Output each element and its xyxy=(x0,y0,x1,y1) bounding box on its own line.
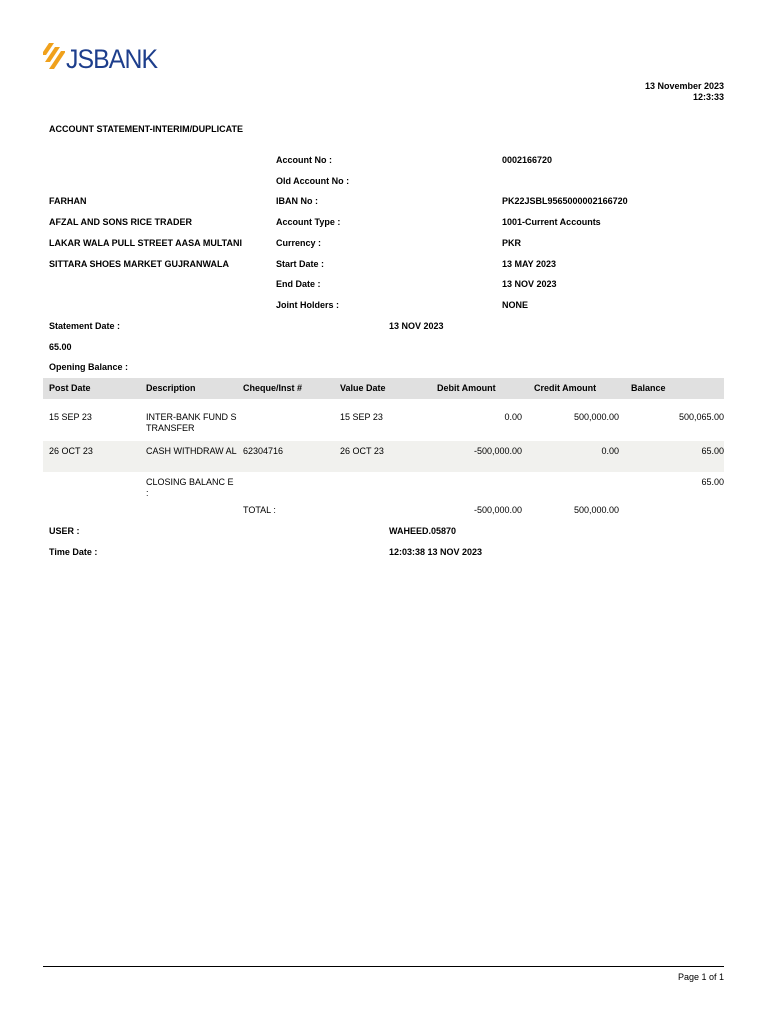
customer-business: AFZAL AND SONS RICE TRADER xyxy=(49,217,193,227)
table-row xyxy=(43,441,724,472)
user-value: WAHEED.05870 xyxy=(389,526,457,536)
statement-date-label: Statement Date : xyxy=(49,321,121,331)
cell-credit xyxy=(528,477,625,503)
cell-post-date: 15 SEP 23 xyxy=(49,412,92,422)
cell-cheque xyxy=(237,477,334,503)
col-header-post-date: Post Date xyxy=(49,383,91,393)
transactions-table xyxy=(43,378,724,523)
opening-balance-label: Opening Balance : xyxy=(49,362,129,372)
cell-balance: 65.00 xyxy=(701,446,724,456)
col-header-description: Description xyxy=(146,383,196,393)
col-header-balance: Balance xyxy=(631,383,666,393)
bank-name: JSBANK xyxy=(66,43,158,74)
table-row xyxy=(43,472,724,503)
cell-balance: 500,065.00 xyxy=(678,412,724,422)
cell-description: INTER-BANK FUND S TRANSFER xyxy=(146,412,237,433)
end-date-value: 13 NOV 2023 xyxy=(502,279,557,289)
cell-balance: 65.00 xyxy=(701,477,724,487)
footer-divider xyxy=(43,966,724,967)
user-label: USER : xyxy=(49,526,80,536)
joint-holders-value: NONE xyxy=(502,300,529,310)
table-row xyxy=(43,412,724,441)
currency-value: PKR xyxy=(502,238,522,248)
time-date-value: 12:03:38 13 NOV 2023 xyxy=(389,547,483,557)
cell-value-date: 15 SEP 23 xyxy=(340,412,383,422)
total-credit: 500,000.00 xyxy=(573,505,619,515)
cell-description: CASH WITHDRAW AL xyxy=(146,446,237,456)
totals-row xyxy=(43,503,724,523)
customer-address-1: LAKAR WALA PULL STREET AASA MULTANI xyxy=(49,238,242,248)
table-header xyxy=(43,378,724,399)
customer-address-2: SITTARA SHOES MARKET GUJRANWALA xyxy=(49,259,229,269)
page-number: Page 1 of 1 xyxy=(677,972,724,982)
statement-title: ACCOUNT STATEMENT-INTERIM/DUPLICATE xyxy=(49,124,243,134)
joint-holders-label: Joint Holders : xyxy=(276,300,340,310)
cell-value-date xyxy=(334,477,431,503)
bank-logo xyxy=(43,42,165,76)
iban-value: PK22JSBL9565000002166720 xyxy=(502,196,628,206)
account-no-value: 0002166720 xyxy=(502,155,553,165)
print-date: 13 November 2023 xyxy=(644,81,724,91)
total-debit: -500,000.00 xyxy=(473,505,522,515)
account-type-label: Account Type : xyxy=(276,217,341,227)
account-no-label: Account No : xyxy=(276,155,332,165)
total-label: TOTAL : xyxy=(243,505,276,515)
cell-debit xyxy=(431,477,528,503)
cell-description: CLOSING BALANC E : xyxy=(146,477,234,498)
start-date-value: 13 MAY 2023 xyxy=(502,259,557,269)
col-header-value-date: Value Date xyxy=(340,383,386,393)
cell-post-date xyxy=(43,477,140,503)
customer-name: FARHAN xyxy=(49,196,87,206)
col-header-credit: Credit Amount xyxy=(534,383,597,393)
cell-cheque: 62304716 xyxy=(243,446,284,456)
start-date-label: Start Date : xyxy=(276,259,325,269)
col-header-debit: Debit Amount xyxy=(437,383,496,393)
cell-credit: 0.00 xyxy=(601,446,619,456)
end-date-label: End Date : xyxy=(276,279,321,289)
js-bank-logo-mark-icon xyxy=(43,43,65,75)
cell-post-date: 26 OCT 23 xyxy=(49,446,93,456)
cell-debit: 0.00 xyxy=(504,412,522,422)
col-header-cheque: Cheque/Inst # xyxy=(243,383,303,393)
account-type-value: 1001-Current Accounts xyxy=(502,217,601,227)
currency-label: Currency : xyxy=(276,238,322,248)
cell-value-date: 26 OCT 23 xyxy=(340,446,384,456)
opening-balance-value: 65.00 xyxy=(49,342,72,352)
statement-date-value: 13 NOV 2023 xyxy=(389,321,444,331)
old-account-label: Old Account No : xyxy=(276,176,350,186)
print-time: 12:3:33 xyxy=(692,92,724,102)
time-date-label: Time Date : xyxy=(49,547,98,557)
cell-cheque xyxy=(237,412,334,441)
print-datetime xyxy=(645,81,724,103)
iban-label: IBAN No : xyxy=(276,196,318,206)
cell-credit: 500,000.00 xyxy=(573,412,619,422)
cell-debit: -500,000.00 xyxy=(473,446,522,456)
